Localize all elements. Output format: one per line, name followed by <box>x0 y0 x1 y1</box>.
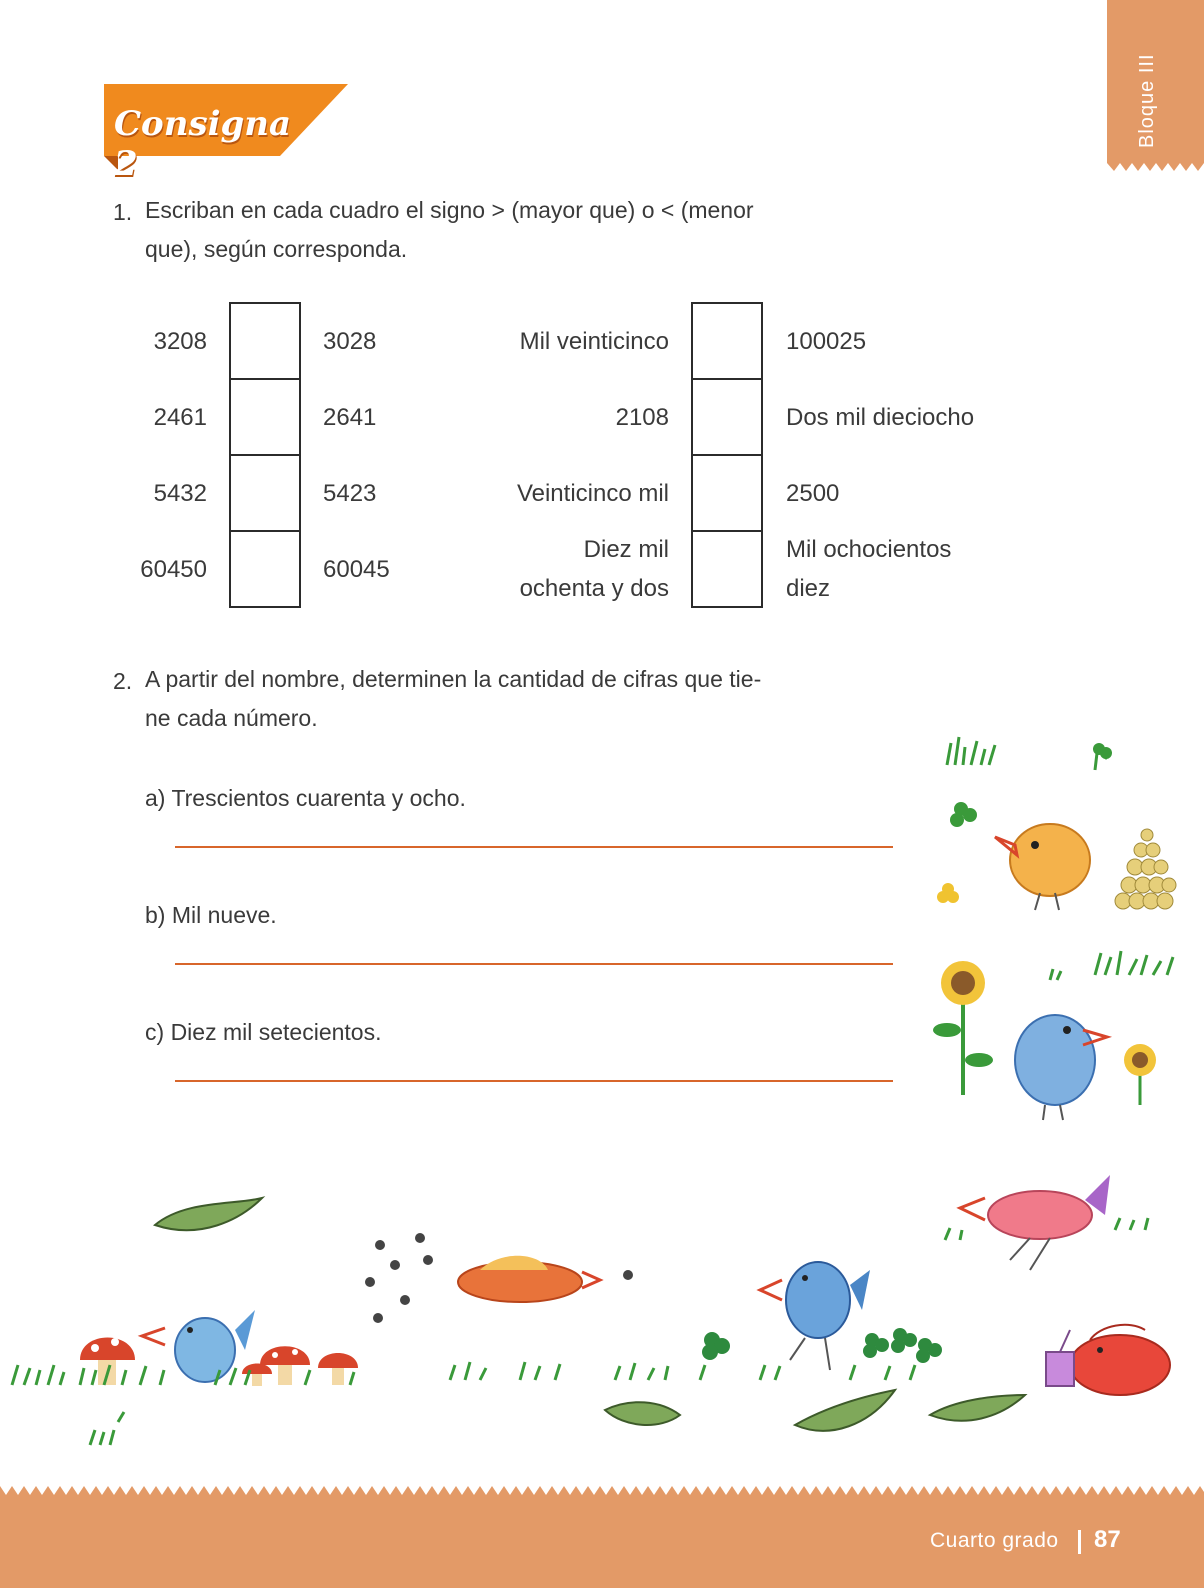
birds-illustration-right <box>925 725 1185 1165</box>
consigna-title: Consigna 2 <box>114 104 292 184</box>
footer-grade: Cuarto grado <box>930 1529 1059 1552</box>
question-2-line-2: ne cada número. <box>145 705 318 731</box>
sub-question-text: Diez mil setecientos. <box>170 1019 382 1045</box>
sub-question-label: b) <box>145 902 166 928</box>
leaf-icon <box>155 1198 1025 1431</box>
blue-bird-icon <box>760 1262 870 1370</box>
comparison-value-line: Mil ochocientos <box>786 536 952 563</box>
sub-question-c <box>145 1019 381 1046</box>
answer-line-a[interactable] <box>175 846 893 848</box>
sunflower-icon <box>1124 1044 1156 1105</box>
comparison-value: 3208 <box>153 328 207 355</box>
comparison-value: 3028 <box>323 328 377 355</box>
zigzag-edge <box>1107 161 1204 173</box>
comparison-value-multiline <box>786 530 951 608</box>
comparison-value-line: diez <box>786 575 831 602</box>
comparison-value: Veinticinco mil <box>516 480 669 507</box>
question-1-line-2: que), según corresponda. <box>145 236 408 262</box>
answer-box[interactable] <box>229 454 301 532</box>
answer-box[interactable] <box>691 378 763 456</box>
sub-question-text: Mil nueve. <box>171 902 277 928</box>
answer-box[interactable] <box>691 530 763 608</box>
question-1-text <box>145 191 905 269</box>
comparison-value: 2641 <box>323 404 377 431</box>
question-2-number: 2. <box>113 668 133 694</box>
bottom-scene-illustration <box>0 1160 1204 1490</box>
flower-icon <box>937 883 959 903</box>
comparison-value: Mil veinticinco <box>519 328 669 355</box>
sub-question-b <box>145 902 277 929</box>
cup-icon <box>1046 1330 1074 1386</box>
flying-bird-icon <box>458 1256 600 1302</box>
answer-box[interactable] <box>691 454 763 532</box>
answer-box[interactable] <box>229 530 301 608</box>
comparison-value: 2108 <box>615 404 669 431</box>
question-1-line-1: Escriban en cada cuadro el signo > (mayor que) o < (menor <box>145 197 754 223</box>
sub-question-a <box>145 785 466 812</box>
page-number: 87 <box>1094 1526 1121 1553</box>
answer-box[interactable] <box>229 378 301 456</box>
answer-box[interactable] <box>691 302 763 380</box>
grass-icon <box>1050 951 1173 980</box>
sub-question-label: a) <box>145 785 166 811</box>
question-1-number: 1. <box>113 199 133 225</box>
answer-box[interactable] <box>229 302 301 380</box>
pink-bird-icon <box>960 1175 1110 1270</box>
comparison-value: Dos mil dieciocho <box>786 404 975 431</box>
zigzag-edge <box>0 1484 1204 1497</box>
comparison-value-line: ochenta y dos <box>519 575 669 602</box>
comparison-value-line: Diez mil <box>583 536 669 563</box>
comparison-value: 100025 <box>786 328 867 355</box>
question-2-text <box>145 660 905 738</box>
comparison-value: 5423 <box>323 480 377 507</box>
bloque-label: Bloque III <box>1136 53 1158 148</box>
footer-divider <box>1078 1530 1081 1554</box>
answer-line-b[interactable] <box>175 963 893 965</box>
comparison-value: 60045 <box>323 556 390 583</box>
comparison-value: 2461 <box>153 404 207 431</box>
grass-icon <box>947 737 1108 770</box>
blue-bird-icon <box>142 1310 255 1382</box>
comparison-value-multiline <box>450 530 669 608</box>
comparison-value: 5432 <box>153 480 207 507</box>
sunflower-icon <box>933 961 993 1095</box>
comparison-value: 60450 <box>140 556 207 583</box>
sub-question-text: Trescientos cuarenta y ocho. <box>171 785 466 811</box>
seed-pile-icon <box>1115 829 1176 909</box>
blue-bird-icon <box>1015 1015 1107 1120</box>
red-bird-icon <box>1070 1325 1170 1395</box>
orange-bird-icon <box>995 824 1090 910</box>
sub-question-label: c) <box>145 1019 165 1045</box>
question-2-line-1: A partir del nombre, determinen la cantidad de cifras que tie- <box>145 666 762 692</box>
comparison-value: 2500 <box>786 480 840 507</box>
answer-line-c[interactable] <box>175 1080 893 1082</box>
